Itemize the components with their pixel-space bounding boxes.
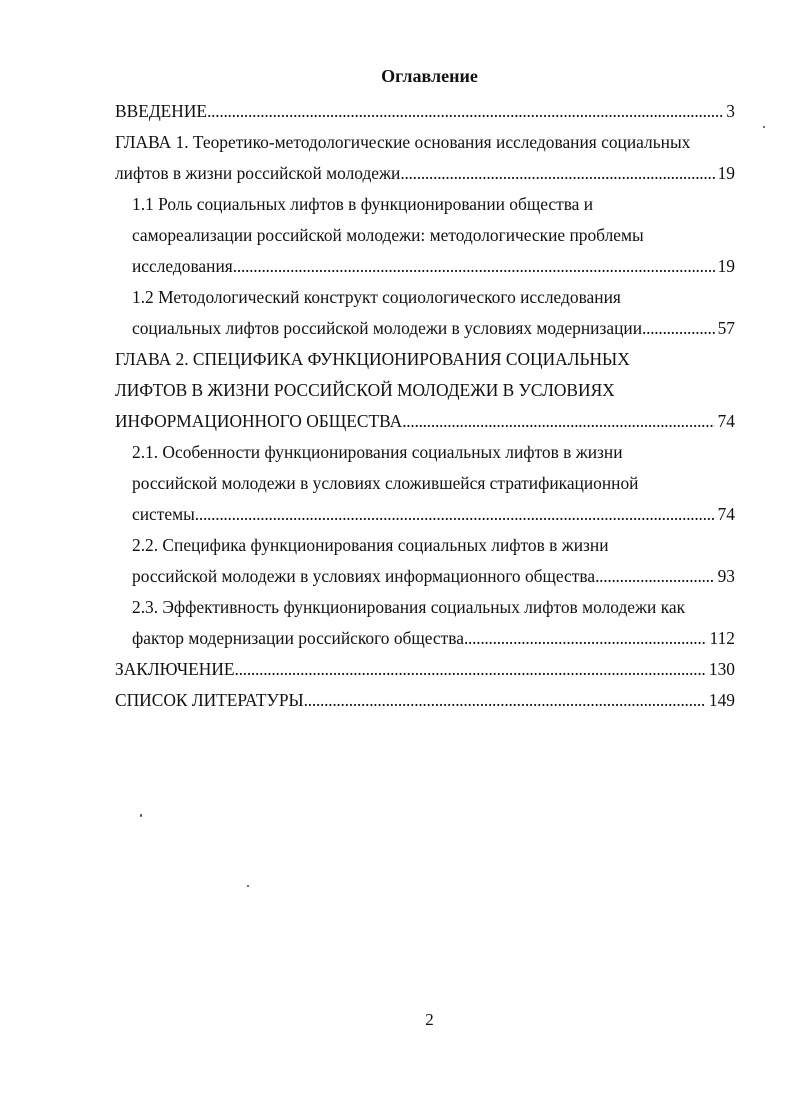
toc-entry-title: СПИСОК ЛИТЕРАТУРЫ: [115, 690, 304, 710]
toc-entry-title: системы: [132, 504, 195, 524]
toc-leader-dots: [207, 96, 723, 127]
toc-page-number: 74: [717, 411, 735, 431]
toc-entry-line: 1.1 Роль социальных лифтов в функционировании общества и: [132, 194, 594, 214]
toc-leader-dots: [400, 158, 714, 189]
toc-page-number: 57: [717, 318, 735, 338]
toc-entry-section-2-2[interactable]: [115, 530, 735, 592]
toc-entry-line: самореализации российской молодежи: методологические проблемы: [132, 225, 644, 245]
toc-entry-bibliography[interactable]: [115, 685, 735, 716]
toc-entry-chapter-1[interactable]: [115, 127, 735, 189]
toc-entry-title: лифтов в жизни российской молодежи: [115, 163, 401, 183]
toc-entry-section-1-2[interactable]: [115, 282, 735, 344]
toc-page-number: 112: [709, 628, 735, 648]
toc-leader-dots: [235, 654, 706, 685]
toc-entry-title: социальных лифтов российской молодежи в условиях модернизации: [132, 318, 642, 338]
toc-page-number: 19: [717, 256, 735, 276]
toc-entry-line: 2.1. Особенности функционирования социальных лифтов в жизни: [132, 442, 623, 462]
toc-page-number: 93: [717, 566, 735, 586]
scan-speck: [763, 126, 765, 128]
toc-entry-section-2-1[interactable]: [115, 437, 735, 530]
toc-entry-title: ЗАКЛЮЧЕНИЕ: [115, 659, 235, 679]
toc-leader-dots: [402, 406, 714, 437]
toc-entry-line: ГЛАВА 2. СПЕЦИФИКА ФУНКЦИОНИРОВАНИЯ СОЦИАЛЬНЫХ: [115, 349, 630, 369]
toc-entry-line: ГЛАВА 1. Теоретико-методологические основания исследования социальных: [115, 132, 691, 152]
toc-entry-line: российской молодежи в условиях сложившейся стратификационной: [132, 473, 639, 493]
toc-page-number: 130: [708, 659, 735, 679]
toc-leader-dots: [595, 561, 715, 592]
toc-leader-dots: [642, 313, 715, 344]
toc-entry-conclusion[interactable]: [115, 654, 735, 685]
toc-entry-line: 2.2. Специфика функционирования социальных лифтов в жизни: [132, 535, 609, 555]
toc-entry-title: исследования: [132, 256, 233, 276]
toc-entry-title: российской молодежи в условиях информационного общества: [132, 566, 596, 586]
page-number: 2: [425, 1010, 434, 1029]
table-of-contents: [115, 96, 735, 716]
scan-speck: [140, 814, 142, 817]
toc-entry-line: ЛИФТОВ В ЖИЗНИ РОССИЙСКОЙ МОЛОДЕЖИ В УСЛОВИЯХ: [115, 380, 615, 400]
toc-page-number: 19: [717, 163, 735, 183]
toc-title: Оглавление: [381, 66, 478, 86]
toc-page-number: 149: [708, 690, 735, 710]
toc-entry-title: фактор модернизации российского общества: [132, 628, 464, 648]
toc-leader-dots: [464, 623, 707, 654]
toc-page-number: 3: [726, 101, 735, 121]
toc-entry-introduction[interactable]: [115, 96, 735, 127]
toc-entry-title: ИНФОРМАЦИОННОГО ОБЩЕСТВА: [115, 411, 403, 431]
toc-entry-section-2-3[interactable]: [115, 592, 735, 654]
toc-entry-section-1-1[interactable]: [115, 189, 735, 282]
toc-entry-line: 2.3. Эффективность функционирования социальных лифтов молодежи как: [132, 597, 686, 617]
scan-speck: [247, 885, 249, 887]
toc-leader-dots: [195, 499, 715, 530]
toc-leader-dots: [304, 685, 706, 716]
toc-leader-dots: [233, 251, 715, 282]
toc-entry-line: 1.2 Методологический конструкт социологического исследования: [132, 287, 621, 307]
toc-entry-chapter-2[interactable]: [115, 344, 735, 437]
toc-entry-title: ВВЕДЕНИЕ: [115, 101, 208, 121]
toc-page-number: 74: [717, 504, 735, 524]
